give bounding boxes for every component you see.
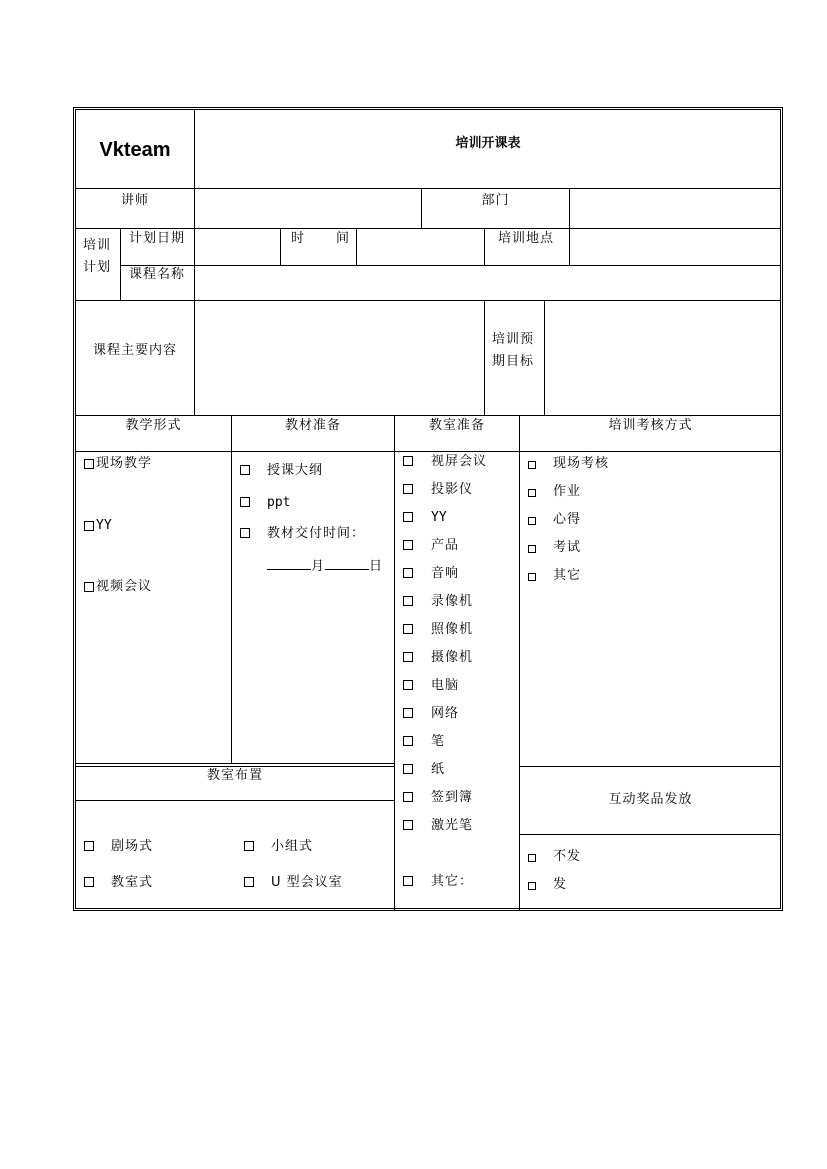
checkbox[interactable] bbox=[528, 517, 536, 525]
assessment-option: 作业 bbox=[553, 484, 582, 499]
checkbox[interactable] bbox=[403, 708, 413, 718]
expected-goal-label-2: 期目标 bbox=[492, 354, 535, 369]
theater-style-checkbox[interactable] bbox=[84, 841, 94, 851]
no-reward-label: 不发 bbox=[553, 849, 582, 864]
department-field[interactable] bbox=[571, 191, 779, 226]
month-label: 月 bbox=[311, 559, 326, 574]
classroom-prep-option: 签到簿 bbox=[431, 790, 474, 805]
location-label: 培训地点 bbox=[498, 231, 555, 246]
divider bbox=[394, 416, 395, 910]
divider bbox=[75, 188, 781, 189]
divider bbox=[75, 763, 395, 764]
assessment-option: 心得 bbox=[553, 512, 582, 527]
classroom-prep-option: 笔 bbox=[431, 734, 446, 749]
classroom-prep-option: 激光笔 bbox=[431, 818, 474, 833]
divider bbox=[519, 416, 520, 910]
classroom-prep-option: 纸 bbox=[431, 762, 446, 777]
classroom-prep-option: 产品 bbox=[431, 538, 460, 553]
classroom-prep-option: 电脑 bbox=[431, 678, 460, 693]
divider bbox=[544, 301, 545, 415]
group-style-label: 小组式 bbox=[271, 839, 314, 854]
group-style-checkbox[interactable] bbox=[244, 841, 254, 851]
classroom-prep-option: 投影仪 bbox=[431, 482, 474, 497]
page-title: 培训开课表 bbox=[455, 135, 521, 150]
u-shape-label: U 型会议室 bbox=[271, 875, 343, 890]
onsite-teaching-label: 现场教学 bbox=[96, 456, 153, 471]
checkbox[interactable] bbox=[403, 792, 413, 802]
teaching-form-header: 教学形式 bbox=[125, 418, 182, 433]
classroom-prep-option: 照像机 bbox=[431, 622, 474, 637]
checkbox[interactable] bbox=[403, 820, 413, 830]
course-name-label: 课程名称 bbox=[129, 267, 186, 282]
divider bbox=[75, 766, 395, 767]
divider bbox=[484, 229, 485, 265]
u-shape-checkbox[interactable] bbox=[244, 877, 254, 887]
day-blank[interactable] bbox=[325, 557, 369, 570]
outline-label: 授课大纲 bbox=[267, 463, 324, 478]
classroom-prep-option: 网络 bbox=[431, 706, 460, 721]
ppt-checkbox[interactable] bbox=[240, 497, 250, 507]
divider bbox=[231, 416, 232, 764]
assessment-option: 考试 bbox=[553, 540, 582, 555]
divider bbox=[75, 228, 781, 229]
classroom-prep-option: 音响 bbox=[431, 566, 460, 581]
divider bbox=[75, 300, 781, 301]
department-label: 部门 bbox=[481, 193, 510, 208]
divider bbox=[520, 766, 781, 767]
checkbox[interactable] bbox=[403, 736, 413, 746]
materials-prep-header: 教材准备 bbox=[284, 418, 341, 433]
classroom-prep-option: 录像机 bbox=[431, 594, 474, 609]
yy-checkbox[interactable] bbox=[84, 521, 94, 531]
video-conference-label: 视频会议 bbox=[96, 579, 153, 594]
divider bbox=[194, 301, 195, 415]
checkbox[interactable] bbox=[528, 461, 536, 469]
assessment-method-header: 培训考核方式 bbox=[608, 418, 693, 433]
video-conference-checkbox[interactable] bbox=[84, 582, 94, 592]
give-reward-checkbox[interactable] bbox=[528, 882, 536, 890]
classroom-prep-other-label: 其它： bbox=[431, 874, 474, 889]
main-content-label: 课程主要内容 bbox=[92, 343, 177, 358]
checkbox[interactable] bbox=[403, 568, 413, 578]
checkbox[interactable] bbox=[403, 540, 413, 550]
divider bbox=[280, 229, 281, 265]
divider bbox=[484, 301, 485, 415]
assessment-option: 其它 bbox=[553, 568, 582, 583]
expected-goal-label-1: 培训预 bbox=[492, 332, 535, 347]
checkbox[interactable] bbox=[403, 624, 413, 634]
divider bbox=[194, 189, 195, 229]
main-content-field[interactable] bbox=[196, 303, 482, 413]
divider bbox=[520, 834, 781, 835]
delivery-date-line bbox=[267, 557, 383, 575]
no-reward-checkbox[interactable] bbox=[528, 854, 536, 862]
course-name-field[interactable] bbox=[196, 267, 779, 299]
delivery-time-checkbox[interactable] bbox=[240, 528, 250, 538]
location-field[interactable] bbox=[571, 231, 779, 263]
classroom-prep-option: 摄像机 bbox=[431, 650, 474, 665]
other-checkbox[interactable] bbox=[403, 876, 413, 886]
checkbox[interactable] bbox=[403, 680, 413, 690]
instructor-label: 讲师 bbox=[120, 193, 149, 208]
training-plan-label-2: 计划 bbox=[83, 260, 112, 275]
divider bbox=[569, 229, 570, 265]
checkbox[interactable] bbox=[528, 573, 536, 581]
classroom-prep-option: YY bbox=[431, 510, 447, 525]
delivery-time-label: 教材交付时间： bbox=[267, 526, 366, 541]
month-blank[interactable] bbox=[267, 557, 311, 570]
divider bbox=[75, 451, 781, 452]
checkbox[interactable] bbox=[403, 596, 413, 606]
classroom-prep-header: 教室准备 bbox=[428, 418, 485, 433]
form-inner-border bbox=[75, 109, 781, 909]
planned-date-label: 计划日期 bbox=[129, 231, 186, 246]
divider bbox=[75, 415, 781, 416]
theater-style-label: 剧场式 bbox=[111, 839, 154, 854]
day-label: 日 bbox=[369, 559, 384, 574]
checkbox[interactable] bbox=[403, 456, 413, 466]
classroom-prep-option: 视屏会议 bbox=[431, 454, 488, 469]
yy-label: YY bbox=[96, 518, 112, 533]
divider bbox=[75, 800, 395, 801]
time-field[interactable] bbox=[358, 231, 482, 263]
instructor-field[interactable] bbox=[196, 191, 419, 226]
planned-date-field[interactable] bbox=[196, 231, 278, 263]
assessment-option: 现场考核 bbox=[553, 456, 610, 471]
ppt-label: ppt bbox=[267, 495, 291, 510]
checkbox[interactable] bbox=[403, 764, 413, 774]
classroom-style-label: 教室式 bbox=[111, 875, 154, 890]
divider bbox=[569, 189, 570, 229]
classroom-style-checkbox[interactable] bbox=[84, 877, 94, 887]
checkbox[interactable] bbox=[528, 545, 536, 553]
checkbox[interactable] bbox=[528, 489, 536, 497]
rewards-label: 互动奖品发放 bbox=[608, 792, 693, 807]
expected-goal-field[interactable] bbox=[546, 303, 779, 413]
give-reward-label: 发 bbox=[553, 877, 568, 892]
outline-checkbox[interactable] bbox=[240, 465, 250, 475]
checkbox[interactable] bbox=[403, 512, 413, 522]
time-label-a: 时 bbox=[291, 231, 306, 246]
onsite-teaching-checkbox[interactable] bbox=[84, 459, 94, 469]
training-plan-label-1: 培训 bbox=[83, 238, 112, 253]
brand-logo-text: Vkteam bbox=[99, 139, 171, 161]
classroom-layout-label: 教室布置 bbox=[206, 768, 263, 783]
divider bbox=[356, 229, 357, 265]
divider bbox=[121, 265, 781, 266]
time-label-b: 间 bbox=[336, 231, 351, 246]
checkbox[interactable] bbox=[403, 484, 413, 494]
checkbox[interactable] bbox=[403, 652, 413, 662]
